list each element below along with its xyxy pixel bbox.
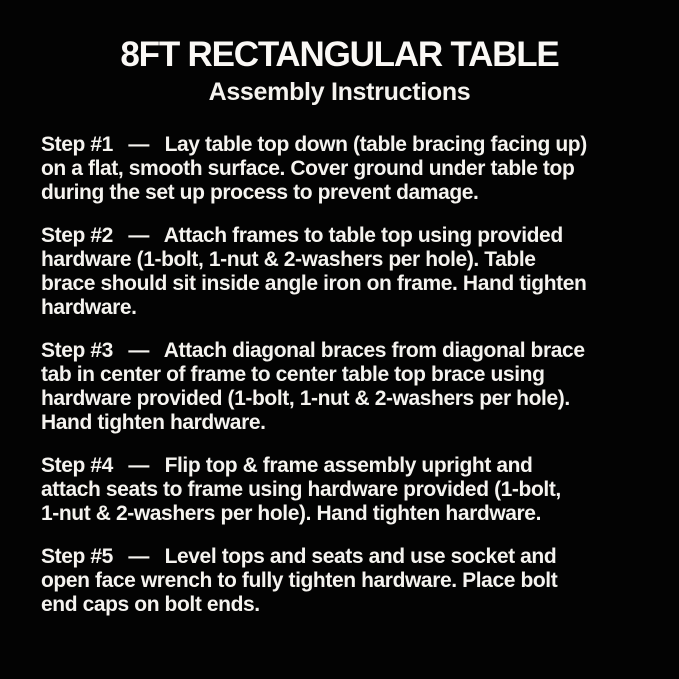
step-line: hardware provided (1-bolt, 1-nut & 2-washers per hole). [41, 387, 570, 410]
step-line: hardware. [41, 296, 137, 319]
page-subtitle: Assembly Instructions [208, 78, 471, 106]
step-line: tab in center of frame to center table top brace using [41, 363, 545, 386]
step-line: Step #3 — Attach diagonal braces from diagonal brace [41, 339, 585, 362]
step-line: hardware (1-bolt, 1-nut & 2-washers per hole). Table [41, 248, 536, 271]
step-1 [41, 133, 679, 205]
step-4 [41, 454, 679, 526]
step-line: Step #5 — Level tops and seats and use socket and [41, 545, 557, 568]
step-5 [41, 545, 679, 617]
step-line: brace should sit inside angle iron on frame. Hand tighten [41, 272, 587, 295]
step-3 [41, 339, 679, 435]
poster-header [0, 0, 679, 107]
step-2 [41, 224, 679, 320]
step-line: Step #4 — Flip top & frame assembly upright and [41, 454, 533, 477]
step-line: during the set up process to prevent damage. [41, 181, 479, 204]
step-line: open face wrench to fully tighten hardware. Place bolt [41, 569, 558, 592]
step-line: 1-nut & 2-washers per hole). Hand tighten hardware. [41, 502, 542, 525]
step-line: Hand tighten hardware. [41, 411, 266, 434]
step-line: attach seats to frame using hardware provided (1-bolt, [41, 478, 561, 501]
step-line: end caps on bolt ends. [41, 593, 260, 616]
step-line: on a flat, smooth surface. Cover ground under table top [41, 157, 575, 180]
step-line: Step #2 — Attach frames to table top using provided [41, 224, 563, 247]
assembly-steps [0, 133, 679, 617]
page-title: 8FT RECTANGULAR TABLE [120, 35, 559, 74]
step-line: Step #1 — Lay table top down (table bracing facing up) [41, 133, 587, 156]
